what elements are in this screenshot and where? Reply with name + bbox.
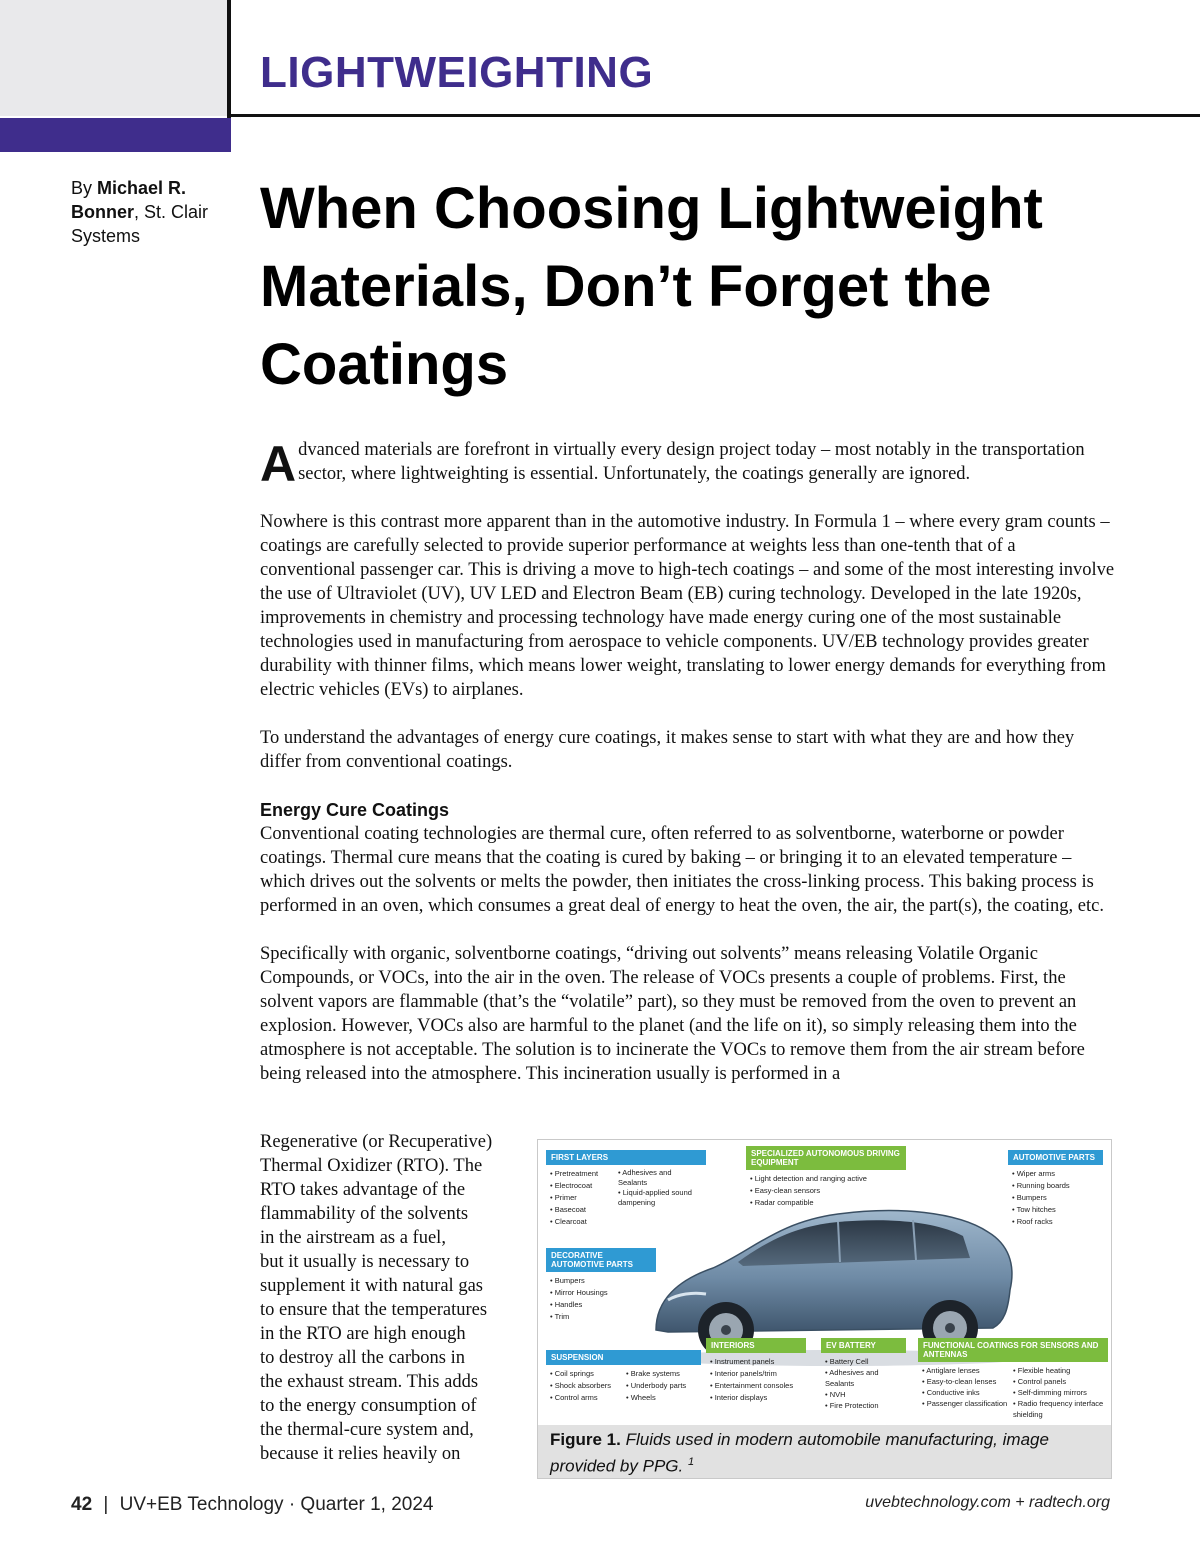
byline-author: Michael R. Bonner	[71, 178, 187, 222]
list-item: • Control panels	[1013, 1376, 1104, 1387]
header-horizontal-rule	[231, 114, 1200, 117]
callout-list	[626, 1368, 696, 1404]
subheading: Energy Cure Coatings	[260, 800, 450, 820]
text-line: the exhaust stream. This adds	[260, 1372, 479, 1392]
list-item: • Adhesives and Sealants	[825, 1367, 902, 1389]
list-item: • Clearcoat	[550, 1216, 612, 1228]
paragraph-intro-text: dvanced materials are forefront in virtually every design project today – most notably in the transportation sector, where lightweighting is essential. Unfortunately, the coatings generally are ignored.	[298, 440, 1085, 484]
byline-prefix: By	[71, 178, 98, 198]
list-item: • Mirror Housings	[550, 1287, 652, 1299]
header-accent-bar	[0, 118, 231, 152]
byline-affiliation: , St. Clair Systems	[71, 202, 209, 246]
callout-ev-battery	[821, 1338, 906, 1411]
figure-caption	[538, 1425, 1111, 1478]
list-item: • Basecoat	[550, 1204, 612, 1216]
text-line: but it usually is necessary to	[260, 1252, 470, 1272]
list-item: • Roof racks	[1012, 1216, 1099, 1228]
list-item: • Flexible heating	[1013, 1365, 1104, 1376]
callout-title: FUNCTIONAL COATINGS FOR SENSORS AND ANTENNAS	[918, 1338, 1108, 1362]
page-number: 42	[71, 1494, 93, 1515]
text-line: Thermal Oxidizer (RTO). The	[260, 1156, 483, 1176]
list-item: • Bumpers	[1012, 1192, 1099, 1204]
callout-title: AUTOMOTIVE PARTS	[1008, 1150, 1103, 1165]
text-line: in the airstream as a fuel,	[260, 1228, 446, 1248]
footer-publication	[71, 1494, 434, 1516]
callout-interiors	[706, 1338, 806, 1404]
callout-specialized	[746, 1146, 906, 1209]
list-item: • Pretreatment	[550, 1168, 612, 1180]
list-item: • Tow hitches	[1012, 1204, 1099, 1216]
figure-1	[537, 1139, 1112, 1479]
callout-list	[1013, 1365, 1104, 1420]
callout-list	[746, 1170, 906, 1209]
list-item: • Fire Protection	[825, 1400, 902, 1411]
drop-cap: A	[260, 436, 297, 492]
list-item: • Radio frequency interface shielding	[1013, 1398, 1104, 1420]
text-line: supplement it with natural gas	[260, 1276, 483, 1296]
callout-title: INTERIORS	[706, 1338, 806, 1353]
list-item: • Antiglare lenses	[922, 1365, 1009, 1376]
text-line: to destroy all the carbons in	[260, 1348, 465, 1368]
callout-title: DECORATIVE AUTOMOTIVE PARTS	[546, 1248, 656, 1272]
list-item: • Radar compatible	[750, 1197, 902, 1209]
paragraph-intro	[260, 436, 1115, 492]
list-item: • Interior panels/trim	[710, 1368, 802, 1380]
callout-title: SUSPENSION	[546, 1350, 701, 1365]
callout-list	[550, 1168, 612, 1228]
text-line: to ensure that the temperatures	[260, 1300, 488, 1320]
paragraph: To understand the advantages of energy cure coatings, it makes sense to start with what they are and how they differ from conventional coatings.	[260, 728, 1075, 772]
list-item: • Battery Cell	[825, 1356, 902, 1367]
list-item: • Coil springs	[550, 1368, 622, 1380]
list-item: • Underbody parts	[626, 1380, 696, 1392]
list-item: • Shock absorbers	[550, 1380, 622, 1392]
list-item: • Running boards	[1012, 1180, 1099, 1192]
callout-automotive-parts	[1008, 1150, 1103, 1228]
list-item: • Conductive inks	[922, 1387, 1009, 1398]
paragraph: Specifically with organic, solventborne coatings, “driving out solvents” means releasing Volatile Organic Compounds, or VOCs, into the air in the oven. The release of VOCs presents a couple of problems. First, the solvent vapors are flammable (that’s the “volatile” part), so they must be removed from the oven to prevent an explosion. However, VOCs also are harmful to the planet (and the life on it), so simply releasing them into the atmosphere is not acceptable. The solution is to incinerate the VOCs to remove them from the air stream before being released into the atmosphere. This incineration usually is performed in a	[260, 944, 1085, 1084]
list-item: • Liquid-applied sound dampening	[618, 1188, 698, 1208]
list-item: • Trim	[550, 1311, 652, 1323]
list-item: • Wiper arms	[1012, 1168, 1099, 1180]
list-item: • Self-dimming mirrors	[1013, 1387, 1104, 1398]
text-line: the thermal-cure system and,	[260, 1420, 474, 1440]
paragraph: Nowhere is this contrast more apparent than in the automotive industry. In Formula 1 – where every gram counts – coatings are carefully selected to provide superior performance at weights less than one-tenth that of a conventional passenger car. This is driving a move to high-tech coatings – and some of the most interesting involve the use of Ultraviolet (UV), UV LED and Electron Beam (EB) curing technology. Developed in the late 1920s, improvements in chemistry and processing technology have made energy curing one of the most sustainable technologies used in manufacturing from aerospace to vehicle components. UV/EB technology provides greater durability with thinner films, which means lower weight, translating to lower energy demands for everything from electric vehicles (EVs) to airplanes.	[260, 512, 1115, 700]
callout-list	[618, 1168, 698, 1228]
list-item: • Interior displays	[710, 1392, 802, 1404]
narrow-column-text	[260, 1130, 520, 1466]
caption-footnote-ref: 1	[687, 1456, 695, 1468]
text-line: because it relies heavily on	[260, 1444, 461, 1464]
list-item: • Adhesives and Sealants	[618, 1168, 698, 1188]
list-item: • NVH	[825, 1389, 902, 1400]
article-body	[260, 438, 1115, 1086]
callout-title: SPECIALIZED AUTONOMOUS DRIVING EQUIPMENT	[746, 1146, 906, 1170]
callout-title: FIRST LAYERS	[546, 1150, 706, 1165]
byline	[71, 176, 231, 248]
callout-title: EV BATTERY	[821, 1338, 906, 1353]
header-gray-block	[0, 0, 227, 116]
list-item: • Brake systems	[626, 1368, 696, 1380]
paragraph: Conventional coating technologies are thermal cure, often referred to as solventborne, waterborne or powder coatings. Thermal cure means that the coating is cured by baking – or bringing it to an elevated temperature – which drives out the solvents or melts the powder, then initiates the cross-linking process. This baking process is performed in an oven, which consumes a great deal of energy to heat the oven, the air, the part(s), the coating, etc.	[260, 824, 1104, 916]
callout-decorative-parts	[546, 1248, 656, 1323]
callout-suspension	[546, 1350, 701, 1404]
list-item: • Entertainment consoles	[710, 1380, 802, 1392]
text-line: flammability of the solvents	[260, 1204, 469, 1224]
list-item: • Light detection and ranging active	[750, 1173, 902, 1185]
callout-list	[1008, 1165, 1103, 1228]
list-item: • Easy-clean sensors	[750, 1185, 902, 1197]
list-item: • Handles	[550, 1299, 652, 1311]
text-line: RTO takes advantage of the	[260, 1180, 466, 1200]
caption-text: Fluids used in modern automobile manufacturing, image provided by PPG.	[550, 1430, 1049, 1476]
text-line: in the RTO are high enough	[260, 1324, 466, 1344]
callout-list	[706, 1353, 806, 1404]
callout-list	[550, 1368, 622, 1404]
list-item: • Primer	[550, 1192, 612, 1204]
list-item: • Electrocoat	[550, 1180, 612, 1192]
section-label: LIGHTWEIGHTING	[260, 48, 654, 97]
text-line: to the energy consumption of	[260, 1396, 477, 1416]
list-item: • Instrument panels	[710, 1356, 802, 1368]
footer-websites: uvebtechnology.com + radtech.org	[865, 1494, 1110, 1511]
list-item: • Easy-to-clean lenses	[922, 1376, 1009, 1387]
publication-name: UV+EB Technology · Quarter 1, 2024	[119, 1494, 434, 1515]
article-headline: When Choosing Lightweight Materials, Don’t Forget the Coatings	[260, 176, 1043, 397]
callout-list	[821, 1353, 906, 1411]
callout-functional-coatings	[918, 1338, 1108, 1420]
text-line: Regenerative (or Recuperative)	[260, 1132, 493, 1152]
caption-label: Figure 1.	[550, 1430, 621, 1449]
callout-first-layers	[546, 1150, 706, 1228]
footer-separator: |	[103, 1494, 109, 1515]
list-item: • Wheels	[626, 1392, 696, 1404]
callout-list	[922, 1365, 1009, 1420]
list-item: • Passenger classification	[922, 1398, 1009, 1409]
list-item: • Bumpers	[550, 1275, 652, 1287]
list-item: • Control arms	[550, 1392, 622, 1404]
callout-list	[546, 1272, 656, 1323]
